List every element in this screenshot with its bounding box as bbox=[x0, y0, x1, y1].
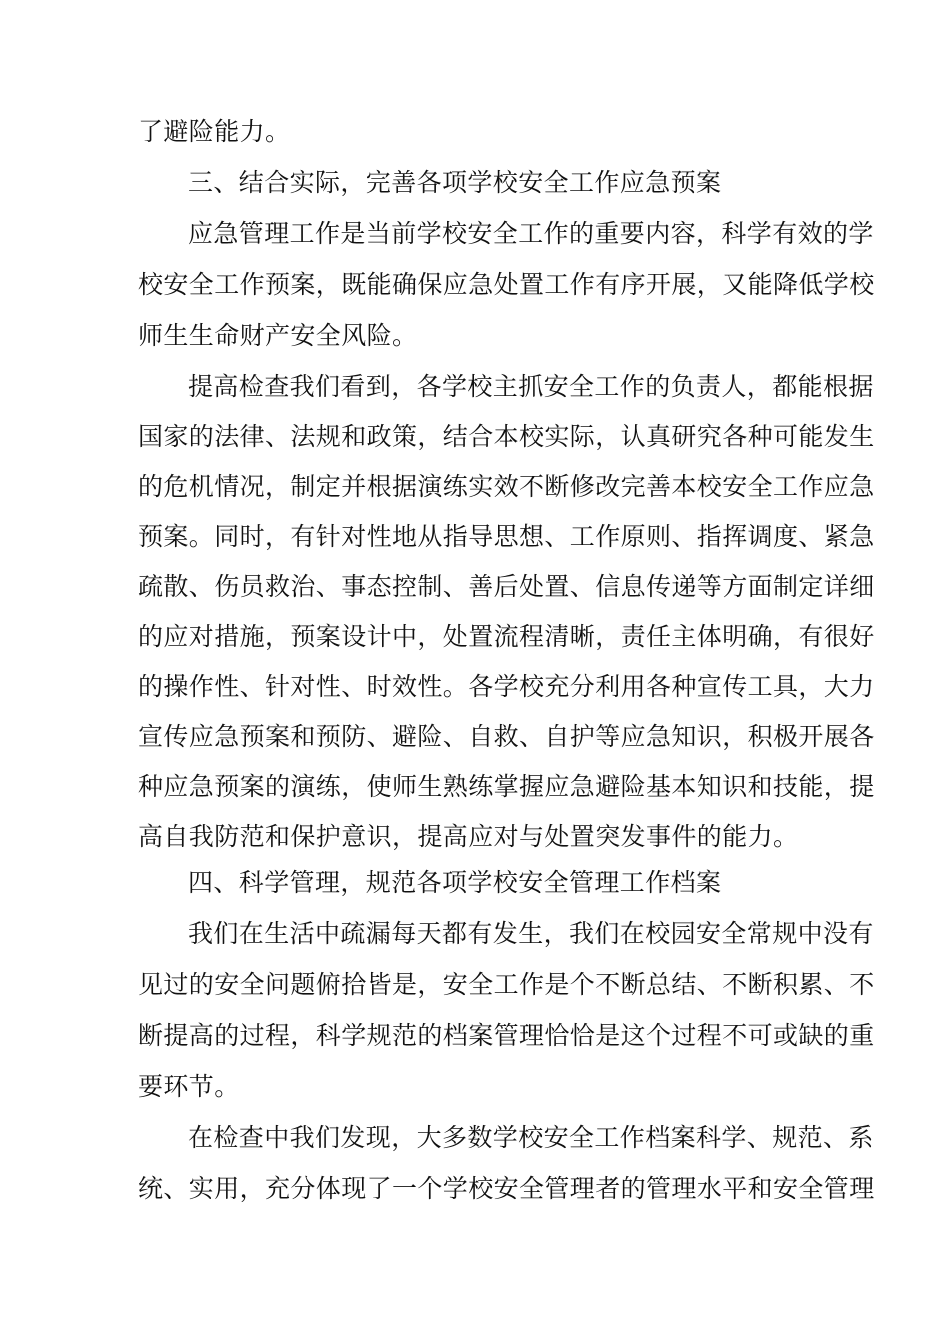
paragraph-line: 提高检查我们看到，各学校主抓安全工作的负责人，都能根据 bbox=[188, 372, 874, 401]
paragraph-line: 预案。同时，有针对性地从指导思想、工作原则、指挥调度、紧急 bbox=[138, 522, 875, 551]
paragraph-line: 要环节。 bbox=[138, 1072, 240, 1101]
paragraph-line: 宣传应急预案和预防、避险、自救、自护等应急知识，积极开展各 bbox=[138, 722, 875, 751]
paragraph-line: 的危机情况，制定并根据演练实效不断修改完善本校安全工作应急 bbox=[138, 472, 875, 501]
paragraph-line: 高自我防范和保护意识，提高应对与处置突发事件的能力。 bbox=[138, 822, 799, 851]
paragraph-line: 的应对措施，预案设计中，处置流程清晰，责任主体明确，有很好 bbox=[138, 622, 875, 651]
paragraph-line: 见过的安全问题俯拾皆是，安全工作是个不断总结、不断积累、不 bbox=[138, 970, 875, 999]
section-heading: 四、科学管理，规范各项学校安全管理工作档案 bbox=[188, 868, 722, 897]
paragraph-line: 国家的法律、法规和政策，结合本校实际，认真研究各种可能发生 bbox=[138, 422, 875, 451]
paragraph-line: 了避险能力。 bbox=[138, 117, 291, 146]
paragraph-line: 师生生命财产安全风险。 bbox=[138, 321, 418, 350]
paragraph-line: 断提高的过程，科学规范的档案管理恰恰是这个过程不可或缺的重 bbox=[138, 1021, 875, 1050]
paragraph-line: 在检查中我们发现，大多数学校安全工作档案科学、规范、系 bbox=[188, 1123, 874, 1152]
section-heading: 三、结合实际，完善各项学校安全工作应急预案 bbox=[188, 168, 722, 197]
paragraph-line: 校安全工作预案，既能确保应急处置工作有序开展，又能降低学校 bbox=[138, 270, 875, 299]
paragraph-line: 应急管理工作是当前学校安全工作的重要内容，科学有效的学 bbox=[188, 219, 874, 248]
paragraph-line: 统、实用，充分体现了一个学校安全管理者的管理水平和安全管理 bbox=[138, 1174, 875, 1203]
paragraph-line: 我们在生活中疏漏每天都有发生，我们在校园安全常规中没有 bbox=[188, 919, 874, 948]
paragraph-line: 疏散、伤员救治、事态控制、善后处置、信息传递等方面制定详细 bbox=[138, 572, 875, 601]
paragraph-line: 种应急预案的演练，使师生熟练掌握应急避险基本知识和技能，提 bbox=[138, 772, 875, 801]
paragraph-line: 的操作性、针对性、时效性。各学校充分利用各种宣传工具，大力 bbox=[138, 672, 875, 701]
